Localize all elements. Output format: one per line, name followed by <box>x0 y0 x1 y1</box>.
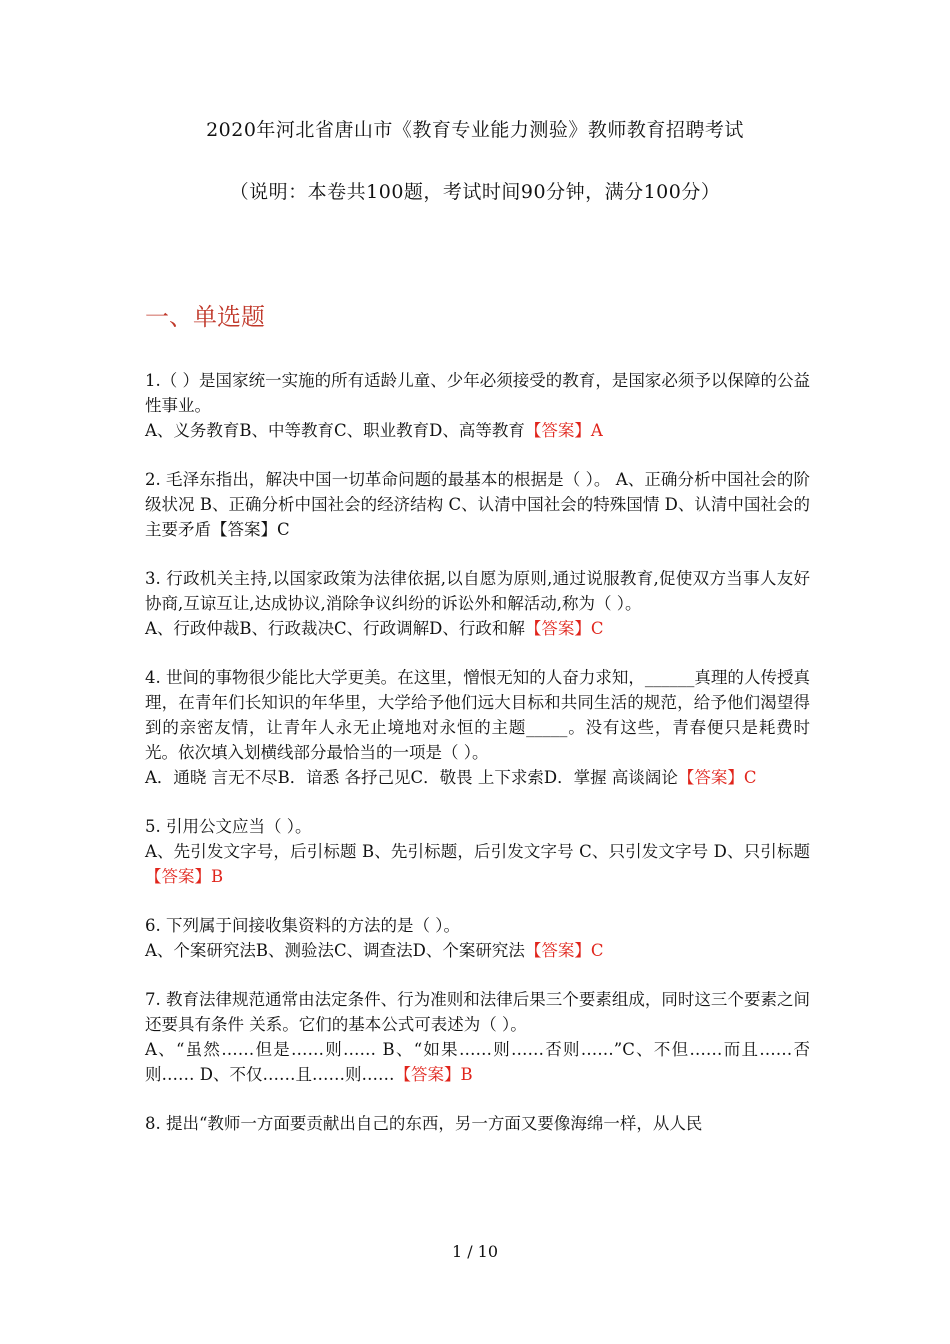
question-stem: 8. 提出“教师一方面要贡献出自己的东西，另一方面又要像海绵一样，从人民 <box>145 1114 703 1133</box>
question-item <box>145 1111 810 1136</box>
section-heading: 一、单选题 <box>145 303 265 331</box>
answer-tag: 【答案】B <box>145 867 224 886</box>
document-subtitle: （说明：本卷共100题，考试时间90分钟，满分100分） <box>229 181 721 203</box>
question-stem: 2. 毛泽东指出，解决中国一切革命问题的最基本的根据是（ ）。 A、正确分析中国社会的阶级状况 B、正确分析中国社会的经济结构 C、认清中国社会的特殊国情 D、认清中国社会的主要矛盾【答案】C <box>145 470 810 539</box>
question-stem: 1.（ ）是国家统一实施的所有适龄儿童、少年必须接受的教育，是国家必须予以保障的公益性事业。 <box>145 371 810 415</box>
question-stem: 6. 下列属于间接收集资料的方法的是（ ）。 <box>145 916 460 935</box>
question-options: A．通晓 言无不尽B．谙悉 各抒己见C．敬畏 上下求索D．掌握 高谈阔论【答案】C <box>145 768 757 787</box>
question-options: A、“虽然……但是……则…… B、“如果……则……否则……”C、不但……而且……否则…… D、不仅……且……则……【答案】B <box>145 1040 810 1084</box>
question-options: A、个案研究法B、测验法C、调查法D、个案研究法【答案】C <box>145 941 604 960</box>
page-number: 1 / 10 <box>451 1242 499 1261</box>
question-list <box>145 368 810 1160</box>
question-options: A、义务教育B、中等教育C、职业教育D、高等教育【答案】A <box>145 421 603 440</box>
question-options: A、行政仲裁B、行政裁决C、行政调解D、行政和解【答案】C <box>145 619 604 638</box>
question-stem: 5. 引用公文应当（ ）。 <box>145 817 312 836</box>
question-item <box>145 665 810 790</box>
question-item <box>145 987 810 1087</box>
question-item <box>145 467 810 542</box>
question-stem: 3. 行政机关主持,以国家政策为法律依据,以自愿为原则,通过说服教育,促使双方当事人友好协商,互谅互让,达成协议,消除争议纠纷的诉讼外和解活动,称为（ ）。 <box>145 569 810 613</box>
question-item <box>145 814 810 889</box>
question-stem: 7. 教育法律规范通常由法定条件、行为准则和法律后果三个要素组成，同时这三个要素之间还要具有条件 关系。它们的基本公式可表述为（ ）。 <box>145 990 810 1034</box>
answer-tag: 【答案】C <box>524 619 604 638</box>
answer-tag: 【答案】B <box>394 1065 473 1084</box>
question-options: A、先引发文字号，后引标题 B、先引标题，后引发文字号 C、只引发文字号 D、只引标题【答案】B <box>145 842 810 886</box>
answer-tag: 【答案】C <box>677 768 757 787</box>
question-item <box>145 913 810 963</box>
question-item <box>145 368 810 443</box>
question-item <box>145 566 810 641</box>
answer-tag: 【答案】C <box>524 941 604 960</box>
answer-tag: 【答案】C <box>211 520 290 539</box>
answer-tag: 【答案】A <box>524 421 603 440</box>
document-title: 2020年河北省唐山市《教育专业能力测验》教师教育招聘考试 <box>206 119 744 141</box>
question-stem: 4. 世间的事物很少能比大学更美。在这里，憎恨无知的人奋力求知，______真理的人传授真理，在青年们长知识的年华里，大学给予他们远大目标和共同生活的规范，给予他们渴望得到的亲密友情，让青年人永无止境地对永恒的主题_____。没有这些，青春便只是耗费时光。依次填入划横线部分最恰当的一项是（ ）。 <box>145 668 810 762</box>
